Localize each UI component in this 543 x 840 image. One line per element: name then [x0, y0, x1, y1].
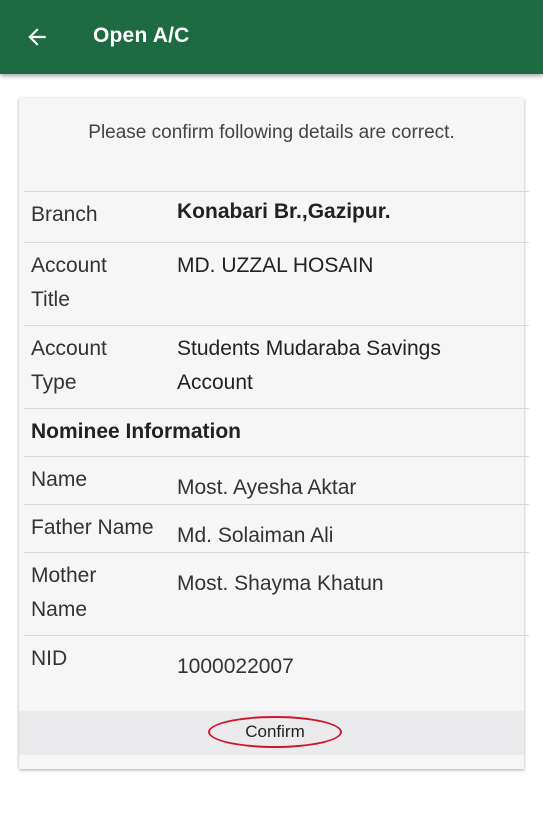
nominee-nid-value-wrap: [177, 642, 294, 676]
nominee-nid-label: NID: [31, 647, 68, 670]
nominee-nid-value: 1000022007: [177, 655, 294, 678]
account-type-value-line2: Account: [177, 371, 253, 394]
app-bar: [0, 0, 543, 74]
account-type-label-line2: Type: [31, 371, 77, 394]
nominee-name-value: Most. Ayesha Aktar: [177, 476, 357, 499]
nominee-nid-row: [24, 636, 529, 684]
nominee-name-row: [24, 457, 529, 505]
arrow-left-icon: [24, 24, 50, 50]
nominee-mother-label-line2: Name: [31, 598, 88, 621]
nominee-name-label: Name: [31, 468, 88, 491]
nominee-father-value-wrap: [177, 511, 333, 545]
nominee-father-row: [24, 505, 529, 553]
nominee-section-title: Nominee Information: [31, 420, 242, 443]
branch-label: Branch: [31, 203, 98, 226]
nominee-name-value-wrap: [177, 463, 356, 497]
confirm-button[interactable]: Confirm: [208, 716, 342, 748]
back-button[interactable]: [20, 20, 54, 54]
card-footer: [19, 711, 524, 755]
account-type-label-line1: Account: [31, 337, 107, 360]
confirm-instruction: Please confirm following details are correct.: [88, 122, 455, 143]
nominee-mother-value-wrap: [177, 559, 384, 593]
nominee-father-value: Md. Solaiman Ali: [177, 524, 334, 547]
account-title-label-line2: Title: [31, 288, 70, 311]
account-title-label-line1: Account: [31, 254, 107, 277]
account-type-value-line1: Students Mudaraba Savings: [177, 337, 441, 360]
page-title: Open A/C: [93, 24, 190, 47]
nominee-mother-value: Most. Shayma Khatun: [177, 572, 384, 595]
nominee-mother-row: [24, 553, 529, 636]
account-title-row: [24, 243, 529, 326]
details-table: [24, 191, 529, 684]
account-title-value: MD. UZZAL HOSAIN: [177, 254, 374, 277]
nominee-section-row: [24, 409, 529, 457]
branch-row: [24, 192, 529, 243]
nominee-mother-label-line1: Mother: [31, 564, 97, 587]
branch-value: Konabari Br.,Gazipur.: [177, 200, 391, 223]
nominee-father-label: Father Name: [31, 516, 154, 539]
account-type-row: [24, 326, 529, 409]
confirmation-card: [19, 98, 524, 769]
